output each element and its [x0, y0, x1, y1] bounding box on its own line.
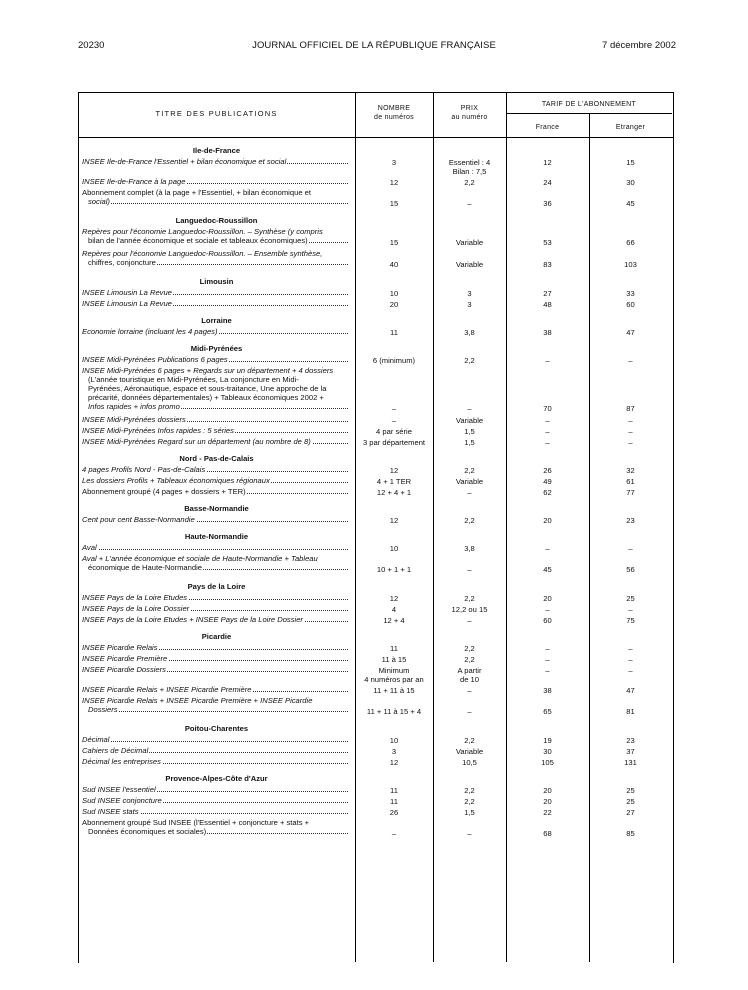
publication-title — [88, 258, 348, 267]
unit-price: 2,2 — [464, 655, 475, 664]
publication-title — [82, 593, 348, 602]
issue-count: 12 — [389, 758, 399, 767]
publication-title — [88, 236, 348, 245]
publication-title — [82, 685, 348, 694]
price-france: – — [545, 544, 550, 553]
price-foreign: 103 — [624, 260, 637, 269]
price-foreign: 56 — [626, 565, 635, 574]
issue-count: 4 — [391, 605, 397, 614]
unit-price: – — [467, 707, 472, 716]
publication-title-text: INSEE Limousin La Revue — [82, 299, 172, 308]
price-foreign: 23 — [626, 736, 635, 745]
unit-price: – — [467, 565, 472, 574]
publication-title-text: INSEE Picardie Première — [82, 654, 168, 663]
price-france: 70 — [543, 404, 552, 413]
section-title: Provence-Alpes-Côte d'Azur — [165, 774, 268, 783]
issue-count: 10 — [389, 544, 399, 553]
publication-title — [82, 604, 348, 613]
price-france: 12 — [543, 158, 552, 167]
price-foreign: 27 — [626, 808, 635, 817]
publication-title — [82, 746, 348, 755]
price-foreign: 77 — [626, 488, 635, 497]
publication-title — [88, 402, 348, 411]
price-foreign: – — [628, 655, 633, 664]
price-foreign: 61 — [626, 477, 635, 486]
issue-count: 3 par département — [362, 438, 426, 447]
header-bottom-rule — [78, 137, 674, 138]
price-foreign: 131 — [624, 758, 637, 767]
issue-count: 10 — [389, 289, 399, 298]
publication-title — [82, 643, 348, 652]
issue-count: 12 — [389, 516, 399, 525]
publication-title — [82, 785, 348, 794]
unit-price: 2,2 — [464, 786, 475, 795]
column-header-tariff: TARIF DE L'ABONNEMENT — [541, 101, 637, 108]
issue-count: 11 à 15 — [381, 655, 407, 664]
unit-price: – — [467, 686, 472, 695]
price-france: – — [545, 666, 550, 675]
publication-title — [82, 735, 348, 744]
unit-price: Variable — [455, 747, 484, 756]
price-france: 20 — [543, 797, 552, 806]
price-france: 19 — [543, 736, 552, 745]
price-france: 45 — [543, 565, 552, 574]
price-france: 62 — [543, 488, 552, 497]
price-france: – — [545, 655, 550, 664]
section-title: Basse-Normandie — [184, 504, 249, 513]
price-france: 36 — [543, 199, 552, 208]
publication-title — [82, 515, 348, 524]
publication-title — [88, 384, 348, 393]
issue-count: 11 — [390, 786, 398, 795]
publication-title-text: INSEE Midi-Pyrénées Regard sur un département (au nombre de 8) — [82, 437, 311, 446]
publication-title — [82, 818, 348, 827]
publication-title — [88, 375, 348, 384]
price-foreign: 47 — [626, 328, 635, 337]
publication-title — [82, 327, 348, 336]
unit-price: – — [467, 829, 472, 838]
section-title: Poitou-Charentes — [184, 724, 249, 733]
publication-title-text: Infos rapides + infos promo — [88, 402, 180, 411]
issue-count-note: 4 numéros par an — [364, 675, 424, 684]
unit-price: 1,5 — [464, 808, 475, 817]
unit-price: Essentiel : 4 — [448, 158, 491, 167]
price-france: 24 — [543, 178, 552, 187]
issue-count: – — [391, 404, 397, 413]
price-foreign: 66 — [626, 238, 635, 247]
price-foreign: 37 — [626, 747, 635, 756]
publication-title-text: INSEE Picardie Relais + INSEE Picardie Première — [82, 685, 252, 694]
publication-title-text: Décimal — [82, 735, 110, 744]
price-foreign: 32 — [626, 466, 635, 475]
price-foreign: – — [628, 666, 633, 675]
publication-title — [82, 757, 348, 766]
issue-count: 4 par série — [376, 427, 412, 436]
issue-count: 11 + 11 à 15 + 4 — [366, 707, 422, 716]
publication-title-text: INSEE Pays de la Loire Dossier — [82, 604, 190, 613]
issue-count: 12 — [389, 466, 399, 475]
publication-title-text: Aval — [82, 543, 97, 552]
unit-price: 12,2 ou 15 — [451, 605, 488, 614]
publication-title-text: Données économiques et sociales) — [88, 827, 207, 836]
publication-title — [82, 366, 348, 375]
publication-title-text: Economie lorraine (incluant les 4 pages) — [82, 327, 218, 336]
price-foreign: – — [628, 356, 633, 365]
price-france: – — [545, 605, 550, 614]
price-france: 22 — [543, 808, 552, 817]
price-france: 20 — [543, 594, 552, 603]
price-france: 20 — [543, 786, 552, 795]
publication-title-text: social) — [88, 197, 110, 206]
unit-price: 2,2 — [464, 594, 475, 603]
publication-title — [82, 465, 348, 474]
publication-title — [82, 437, 348, 446]
publication-title — [82, 249, 348, 258]
header-divider — [506, 113, 672, 114]
unit-price: 3,8 — [464, 544, 475, 553]
section-title: Limousin — [199, 277, 234, 286]
page-number: 20230 — [78, 40, 105, 51]
publication-title-text: Dossiers — [88, 705, 118, 714]
price-foreign: 25 — [626, 594, 635, 603]
publication-title — [82, 696, 348, 705]
publication-title — [82, 476, 348, 485]
issue-count: 12 + 4 + 1 — [376, 488, 412, 497]
price-foreign: 87 — [626, 404, 635, 413]
price-france: 65 — [543, 707, 552, 716]
publication-title-text: INSEE Picardie Dossiers — [82, 665, 166, 674]
column-header-count-sub: de numéros — [374, 114, 414, 121]
publication-title — [82, 543, 348, 552]
issue-count: 40 — [389, 260, 399, 269]
unit-price: 2,2 — [464, 797, 475, 806]
publication-title-text: économique de Haute-Normandie — [88, 563, 202, 572]
issue-count: 3 — [391, 158, 397, 167]
unit-price: – — [467, 616, 472, 625]
unit-price: 2,2 — [464, 736, 475, 745]
unit-price: 2,2 — [464, 516, 475, 525]
unit-price: 1,5 — [464, 438, 475, 447]
unit-price-note: Bilan : 7,5 — [452, 167, 487, 176]
publication-title-text: INSEE Midi-Pyrénées 6 pages + Regards sur un département + 4 dossiers — [82, 366, 334, 375]
unit-price: 2,2 — [464, 356, 475, 365]
section-title: Picardie — [201, 632, 232, 641]
unit-price: Variable — [455, 238, 484, 247]
price-foreign: 85 — [626, 829, 635, 838]
price-france: 49 — [543, 477, 552, 486]
publication-title-text: bilan de l'année économique et sociale et tableaux économiques) — [88, 236, 308, 245]
publication-title — [82, 487, 348, 496]
price-france: – — [545, 416, 550, 425]
price-foreign: – — [628, 605, 633, 614]
unit-price: 10,5 — [462, 758, 477, 767]
issue-count: 20 — [389, 300, 399, 309]
publication-title-text: Sud INSEE stats — [82, 807, 139, 816]
price-foreign: – — [628, 644, 633, 653]
unit-price: – — [467, 199, 472, 208]
column-header-france: France — [535, 124, 560, 131]
column-header-title: TITRE DES PUBLICATIONS — [155, 109, 278, 118]
publication-title-text: Abonnement complet (à la page + l'Essentiel, + bilan économique et — [82, 188, 311, 197]
publication-title — [82, 299, 348, 308]
price-france: 53 — [543, 238, 552, 247]
publication-title-text: INSEE Limousin La Revue — [82, 288, 172, 297]
unit-price: 2,2 — [464, 178, 475, 187]
price-france: – — [545, 356, 550, 365]
section-title: Midi-Pyrénées — [190, 344, 243, 353]
section-title: Pays de la Loire — [187, 582, 246, 591]
price-foreign: – — [628, 438, 633, 447]
price-france: – — [545, 427, 550, 436]
section-title: Ile-de-France — [192, 146, 241, 155]
publication-title-text: Aval + L'année économique et sociale de Haute-Normandie + Tableau — [82, 554, 318, 563]
journal-title: JOURNAL OFFICIEL DE LA RÉPUBLIQUE FRANÇAISE — [252, 40, 496, 51]
publication-title-text: INSEE Ile-de-France à la page — [82, 177, 186, 186]
section-title: Languedoc-Roussillon — [175, 216, 258, 225]
publication-title-text: (L'année touristique en Midi-Pyrénées, La conjoncture en Midi- — [88, 375, 299, 384]
section-title: Nord - Pas-de-Calais — [179, 454, 254, 463]
price-foreign: 30 — [626, 178, 635, 187]
issue-count: 11 — [390, 328, 398, 337]
price-france: 27 — [543, 289, 552, 298]
issue-count: – — [391, 416, 397, 425]
price-foreign: 33 — [626, 289, 635, 298]
issue-count: Minimum — [378, 666, 410, 675]
publication-title-text: INSEE Midi-Pyrénées dossiers — [82, 415, 186, 424]
price-foreign: – — [628, 544, 633, 553]
price-foreign: 23 — [626, 516, 635, 525]
unit-price: – — [467, 488, 472, 497]
unit-price: Variable — [455, 260, 484, 269]
column-header-price-sub: au numéro — [451, 114, 488, 121]
publication-title-text: précarité, données départementales) + Tableaux économiques 2002 + — [88, 393, 324, 402]
price-france: 38 — [543, 686, 552, 695]
price-france: 60 — [543, 616, 552, 625]
unit-price: 1,5 — [464, 427, 475, 436]
publication-title — [82, 807, 348, 816]
unit-price: 2,2 — [464, 466, 475, 475]
publication-title-text: INSEE Midi-Pyrénées Publications 6 pages — [82, 355, 228, 364]
issue-count: 6 (minimum) — [372, 356, 416, 365]
price-france: 83 — [543, 260, 552, 269]
price-france: 48 — [543, 300, 552, 309]
unit-price: 2,2 — [464, 644, 475, 653]
price-foreign: – — [628, 427, 633, 436]
publication-title-text: Cahiers de Décimal — [82, 746, 149, 755]
publication-title — [82, 615, 348, 624]
publication-title-text: Pyrénées, Aéronautique, espace et sous-traitance, Une approche de la — [88, 384, 327, 393]
price-foreign: 81 — [626, 707, 635, 716]
issue-count: 26 — [389, 808, 399, 817]
publication-title — [82, 177, 348, 186]
publication-title-text: INSEE Pays de la Loire Etudes + INSEE Pays de la Loire Dossier — [82, 615, 303, 624]
issue-date: 7 décembre 2002 — [602, 40, 676, 51]
publication-title — [82, 554, 348, 563]
publication-title-text: Sud INSEE l'essentiel — [82, 785, 156, 794]
issue-count: 15 — [389, 199, 399, 208]
unit-price: 3 — [467, 300, 472, 309]
publication-title-text: Repères pour l'économie Languedoc-Roussillon. – Synthèse (y compris — [82, 227, 323, 236]
publication-title-text: INSEE Ile-de-France l'Essentiel + bilan économique et social — [82, 157, 287, 166]
publication-title-text: Les dossiers Profils + Tableaux économiques régionaux — [82, 476, 270, 485]
price-foreign: – — [628, 416, 633, 425]
issue-count: 11 — [390, 797, 398, 806]
issue-count: 12 — [389, 594, 399, 603]
column-header-foreign: Etranger — [615, 124, 646, 131]
publication-title-text: INSEE Pays de la Loire Etudes — [82, 593, 188, 602]
unit-price: Variable — [455, 416, 484, 425]
publication-title — [88, 705, 348, 714]
issue-count: 3 — [391, 747, 397, 756]
publication-title — [88, 197, 348, 206]
column-header-price: PRIX — [460, 105, 479, 112]
publication-title-text: chiffres, conjoncture — [88, 258, 156, 267]
unit-price: A partir — [457, 666, 482, 675]
unit-price: 3 — [467, 289, 472, 298]
price-foreign: 60 — [626, 300, 635, 309]
issue-count: 12 + 4 — [383, 616, 405, 625]
publication-title — [82, 355, 348, 364]
unit-price: – — [467, 404, 472, 413]
publication-title — [82, 654, 348, 663]
publication-title-text: Abonnement groupé Sud INSEE (l'Essentiel + conjoncture + stats + — [82, 818, 310, 827]
issue-count: 4 + 1 TER — [376, 477, 412, 486]
publication-title — [82, 288, 348, 297]
issue-count: 10 — [389, 736, 399, 745]
price-foreign: 15 — [626, 158, 635, 167]
price-france: 26 — [543, 466, 552, 475]
publication-title — [88, 563, 348, 572]
column-header-count: NOMBRE — [377, 105, 411, 112]
issue-count: 10 + 1 + 1 — [376, 565, 412, 574]
section-title: Haute-Normandie — [184, 532, 249, 541]
publication-title — [88, 393, 348, 402]
publication-title-text: Cent pour cent Basse-Normandie — [82, 515, 195, 524]
issue-count: 15 — [389, 238, 399, 247]
unit-price: 3,8 — [464, 328, 475, 337]
publication-title-text: INSEE Picardie Relais — [82, 643, 158, 652]
publication-title — [82, 157, 348, 166]
price-france: 38 — [543, 328, 552, 337]
price-france: 105 — [541, 758, 554, 767]
price-france: 20 — [543, 516, 552, 525]
publication-title-text: INSEE Picardie Relais + INSEE Picardie Première + INSEE Picardie — [82, 696, 313, 705]
price-france: 68 — [543, 829, 552, 838]
price-foreign: 45 — [626, 199, 635, 208]
price-france: 30 — [543, 747, 552, 756]
publication-title — [82, 227, 348, 236]
price-foreign: 47 — [626, 686, 635, 695]
publication-title-text: Décimal les entreprises — [82, 757, 161, 766]
publication-title — [82, 415, 348, 424]
price-foreign: 75 — [626, 616, 635, 625]
unit-price-note: de 10 — [459, 675, 479, 684]
publication-title-text: INSEE Midi-Pyrénées Infos rapides : 5 séries — [82, 426, 234, 435]
issue-count: 11 + 11 à 15 — [373, 686, 415, 695]
price-france: – — [545, 644, 550, 653]
price-foreign: 25 — [626, 786, 635, 795]
price-france: – — [545, 438, 550, 447]
publication-title-text: Sud INSEE conjoncture — [82, 796, 162, 805]
publication-title-text: Abonnement groupé (4 pages + dossiers + TER) — [82, 487, 246, 496]
publication-title-text: Repères pour l'économie Languedoc-Roussillon. – Ensemble synthèse, — [82, 249, 323, 258]
publication-title — [82, 665, 348, 674]
publication-title — [82, 188, 348, 197]
page-header — [0, 40, 748, 54]
unit-price: Variable — [455, 477, 484, 486]
issue-count: 11 — [390, 644, 398, 653]
section-title: Lorraine — [201, 316, 232, 325]
price-foreign: 25 — [626, 797, 635, 806]
publication-title-text: 4 pages Profils Nord - Pas-de-Calais — [82, 465, 206, 474]
publication-title — [82, 426, 348, 435]
issue-count: – — [391, 829, 397, 838]
issue-count: 12 — [389, 178, 399, 187]
publication-title — [82, 796, 348, 805]
publication-title — [88, 827, 348, 836]
